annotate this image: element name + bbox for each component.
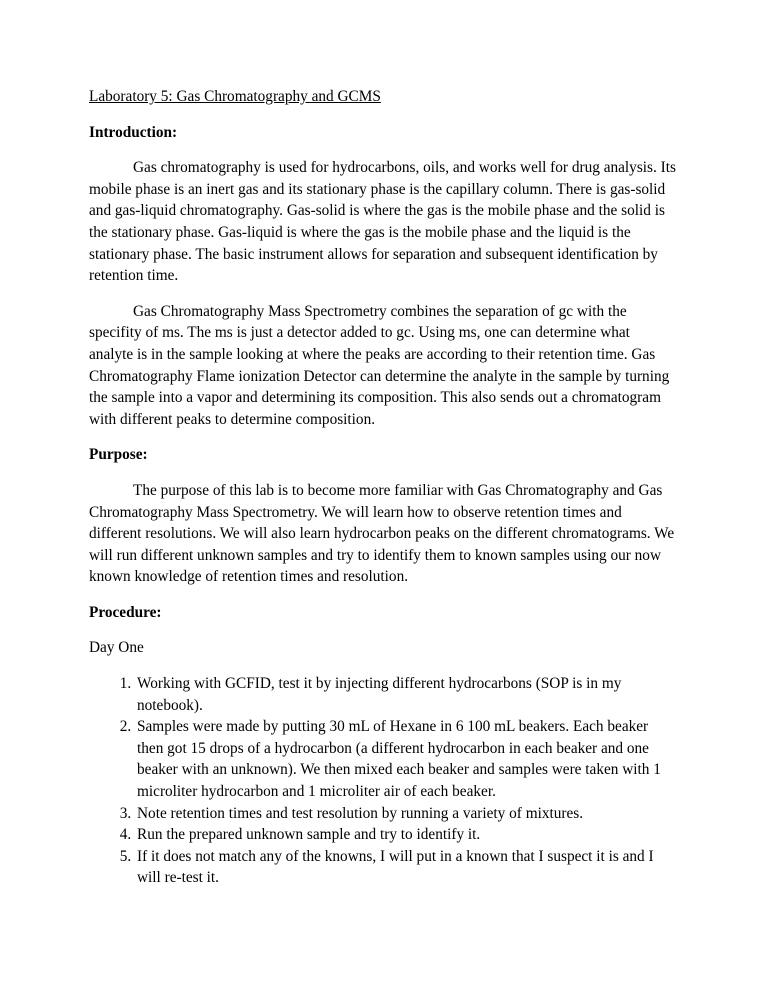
introduction-paragraph-2: Gas Chromatography Mass Spectrometry combines the separation of gc with the specifity of ms. The ms is just a detector added to gc. Using ms, one can determine what analyte is in the sample looking at where the peaks are according to their retention time. Gas Chromatography Flame ionization Detector can determine the analyte in the sample by turning the sample into a vapor and determining its composition. This also sends out a chromatogram with different peaks to determine composition.: [89, 302, 670, 428]
procedure-step-1: 1. Working with GCFID, test it by injecting different hydrocarbons (SOP is in my notebook).: [135, 673, 677, 716]
procedure-step-4: 4. Run the prepared unknown sample and try to identify it.: [135, 824, 677, 846]
purpose-heading: Purpose:: [89, 446, 148, 464]
procedure-heading: Procedure:: [89, 603, 162, 621]
day-label: Day One: [89, 639, 144, 657]
procedure-step-5: 5. If it does not match any of the knowns, I will put in a known that I suspect it is and I will re-test it.: [135, 846, 677, 889]
document-page: [89, 86, 677, 889]
procedure-step-3: 3. Note retention times and test resolution by running a variety of mixtures.: [135, 803, 677, 825]
document-title: Laboratory 5: Gas Chromatography and GCMS: [89, 88, 381, 105]
procedure-steps-list: [89, 673, 677, 889]
procedure-step-2: 2. Samples were made by putting 30 mL of Hexane in 6 100 mL beakers. Each beaker then got 15 drops of a hydrocarbon (a different hydrocarbon in each beaker and one beaker with an unknown). We then mixed each beaker and samples were taken with 1 microliter hydrocarbon and 1 microliter air of each beaker.: [135, 716, 677, 802]
introduction-paragraph-1: Gas chromatography is used for hydrocarbons, oils, and works well for drug analysis. Its mobile phase is an inert gas and its stationary phase is the capillary column. There is gas-solid and gas-liquid chromatography. Gas-solid is where the gas is the mobile phase and the solid is the stationary phase. Gas-liquid is where the gas is the mobile phase and the liquid is the stationary phase. The basic instrument allows for separation and subsequent identification by retention time.: [89, 159, 676, 285]
purpose-paragraph: The purpose of this lab is to become more familiar with Gas Chromatography and Gas Chromatography Mass Spectrometry. We will learn how to observe retention times and different resolutions. We will also learn hydrocarbon peaks on the different chromatograms. We will run different unknown samples and try to identify them to known samples using our now known knowledge of retention times and resolution.: [89, 481, 675, 586]
introduction-heading: Introduction:: [89, 123, 178, 141]
